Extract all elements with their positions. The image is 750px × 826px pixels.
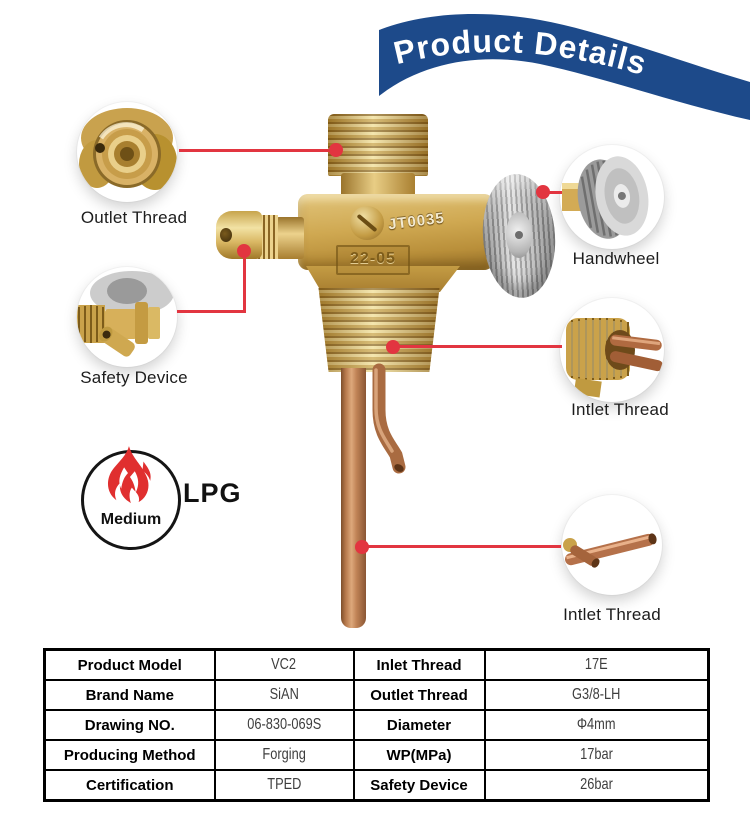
valve-handwheel-cap bbox=[506, 212, 532, 258]
handwheel-photo bbox=[560, 145, 664, 249]
leader-outlet-dot bbox=[329, 143, 343, 157]
table-row bbox=[45, 680, 709, 710]
leader-safety-vertical bbox=[243, 251, 246, 313]
inlet-thread-mid-label: Intlet Thread bbox=[571, 400, 669, 419]
leader-safety-dot bbox=[237, 244, 251, 258]
leader-inlet-mid bbox=[392, 345, 562, 348]
safety-device-photo bbox=[77, 267, 177, 367]
table-row bbox=[45, 740, 709, 770]
spec-value: 26bar bbox=[485, 770, 709, 801]
spec-label: Certification bbox=[45, 770, 215, 801]
spec-label: Outlet Thread bbox=[354, 680, 485, 710]
table-row bbox=[45, 650, 709, 681]
valve-outlet-thread bbox=[328, 114, 428, 176]
copper-tube-bent bbox=[360, 360, 420, 480]
spec-label: Producing Method bbox=[45, 740, 215, 770]
inlet-thread-bottom-label: Intlet Thread bbox=[563, 605, 661, 624]
spec-value: VC2 bbox=[215, 650, 354, 681]
table-row bbox=[45, 710, 709, 740]
medium-label: Medium bbox=[100, 511, 162, 528]
spec-value: Φ4mm bbox=[485, 710, 709, 740]
spec-label: Inlet Thread bbox=[354, 650, 485, 681]
spec-label: Safety Device bbox=[354, 770, 485, 801]
spec-value: SiAN bbox=[215, 680, 354, 710]
flame-icon bbox=[99, 444, 157, 510]
table-row bbox=[45, 770, 709, 801]
spec-value: 06-830-069S bbox=[215, 710, 354, 740]
leader-safety-horizontal bbox=[177, 310, 246, 313]
banner-title: Product Details bbox=[390, 22, 651, 82]
spec-label: Brand Name bbox=[45, 680, 215, 710]
spec-label: Drawing NO. bbox=[45, 710, 215, 740]
valve-engraving: JT0035 bbox=[387, 209, 446, 234]
spec-value: 17bar bbox=[485, 740, 709, 770]
banner-ribbon-icon bbox=[375, 8, 750, 120]
spec-value: TPED bbox=[215, 770, 354, 801]
handwheel-label: Handwheel bbox=[572, 249, 660, 268]
leader-inlet-bottom-dot bbox=[355, 540, 369, 554]
spec-table bbox=[43, 648, 710, 802]
valve-screw bbox=[350, 206, 384, 240]
leader-outlet bbox=[179, 149, 337, 152]
spec-label: Diameter bbox=[354, 710, 485, 740]
inlet-thread-mid-photo bbox=[560, 298, 664, 402]
inlet-thread-bottom-photo bbox=[562, 495, 662, 595]
valve-date-stamp: 22-05 bbox=[336, 245, 410, 275]
outlet-thread-photo bbox=[77, 102, 177, 202]
spec-value: 17E bbox=[485, 650, 709, 681]
leader-inlet-mid-dot bbox=[386, 340, 400, 354]
svg-text:Product Details bbox=[390, 23, 651, 82]
spec-value: G3/8-LH bbox=[485, 680, 709, 710]
valve-left-arm bbox=[276, 217, 304, 259]
spec-value: Forging bbox=[215, 740, 354, 770]
outlet-thread-label: Outlet Thread bbox=[80, 208, 188, 227]
spec-label: WP(MPa) bbox=[354, 740, 485, 770]
safety-device-label: Safety Device bbox=[80, 368, 188, 387]
leader-inlet-bottom bbox=[361, 545, 561, 548]
gas-type-label: LPG bbox=[183, 478, 242, 508]
spec-label: Product Model bbox=[45, 650, 215, 681]
leader-handwheel-dot bbox=[536, 185, 550, 199]
product-details-banner bbox=[375, 8, 750, 120]
